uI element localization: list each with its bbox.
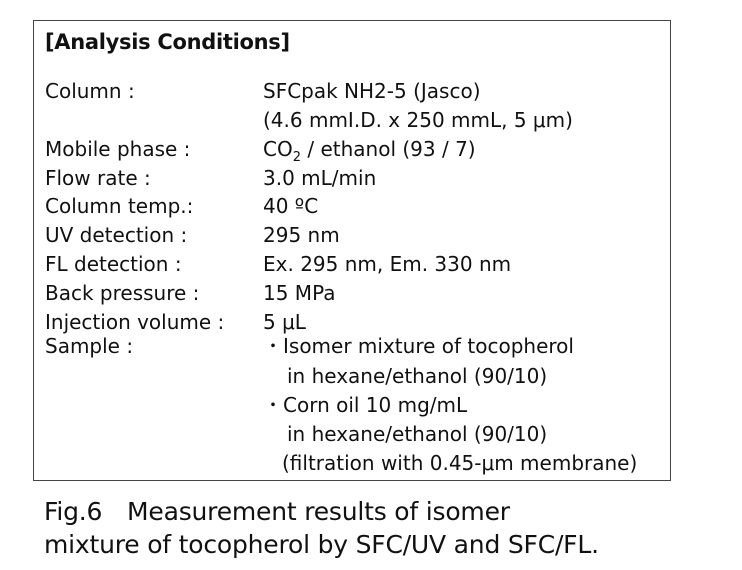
back-pressure-label: Back pressure : [45,281,200,305]
flow-rate-label: Flow rate : [45,166,151,190]
column-spec-value: (4.6 mmI.D. x 250 mmL, 5 μm) [263,108,573,132]
sample-item-1: ・Isomer mixture of tocopherol [263,334,574,358]
sample-item-2: ・Corn oil 10 mg/mL [263,393,468,417]
mobile-phase-rest: / ethanol (93 / 7) [301,137,476,161]
uv-detection-label: UV detection : [45,223,188,247]
flow-rate-value: 3.0 mL/min [263,166,377,190]
injection-volume-label: Injection volume : [45,310,225,334]
row-column-spec [34,106,670,135]
sample-item-2-solvent: in hexane/ethanol (90/10) [287,422,548,446]
column-temp-value: 40 ºC [263,194,319,218]
sample-label: Sample : [45,334,134,358]
row-fl-detection [34,250,670,279]
fl-detection-value: Ex. 295 nm, Em. 330 nm [263,252,512,276]
mobile-phase-co: CO [263,137,293,161]
row-flow-rate [34,164,670,193]
mobile-phase-subscript: 2 [292,150,301,165]
section-heading: [Analysis Conditions] [45,30,290,54]
mobile-phase-value [263,135,476,164]
row-column-temp [34,192,670,221]
row-uv-detection [34,221,670,250]
figure-caption-line-2: mixture of tocopherol by SFC/UV and SFC/FL. [44,530,599,559]
row-mobile-phase [34,135,670,164]
mobile-phase-label: Mobile phase : [45,137,191,161]
fl-detection-label: FL detection : [45,252,182,276]
uv-detection-value: 295 nm [263,223,340,247]
injection-volume-value: 5 μL [263,310,306,334]
row-back-pressure [34,279,670,308]
back-pressure-value: 15 MPa [263,281,336,305]
row-column [34,77,670,106]
analysis-conditions-box [33,20,671,481]
sample-item-1-solvent: in hexane/ethanol (90/10) [287,364,548,388]
column-temp-label: Column temp.: [45,194,194,218]
figure-caption-line-1: Fig.6 Measurement results of isomer [44,497,510,526]
column-label: Column : [45,79,135,103]
column-value: SFCpak NH2-5 (Jasco) [263,79,481,103]
sample-item-2-filtration: (filtration with 0.45-μm membrane) [282,451,638,475]
